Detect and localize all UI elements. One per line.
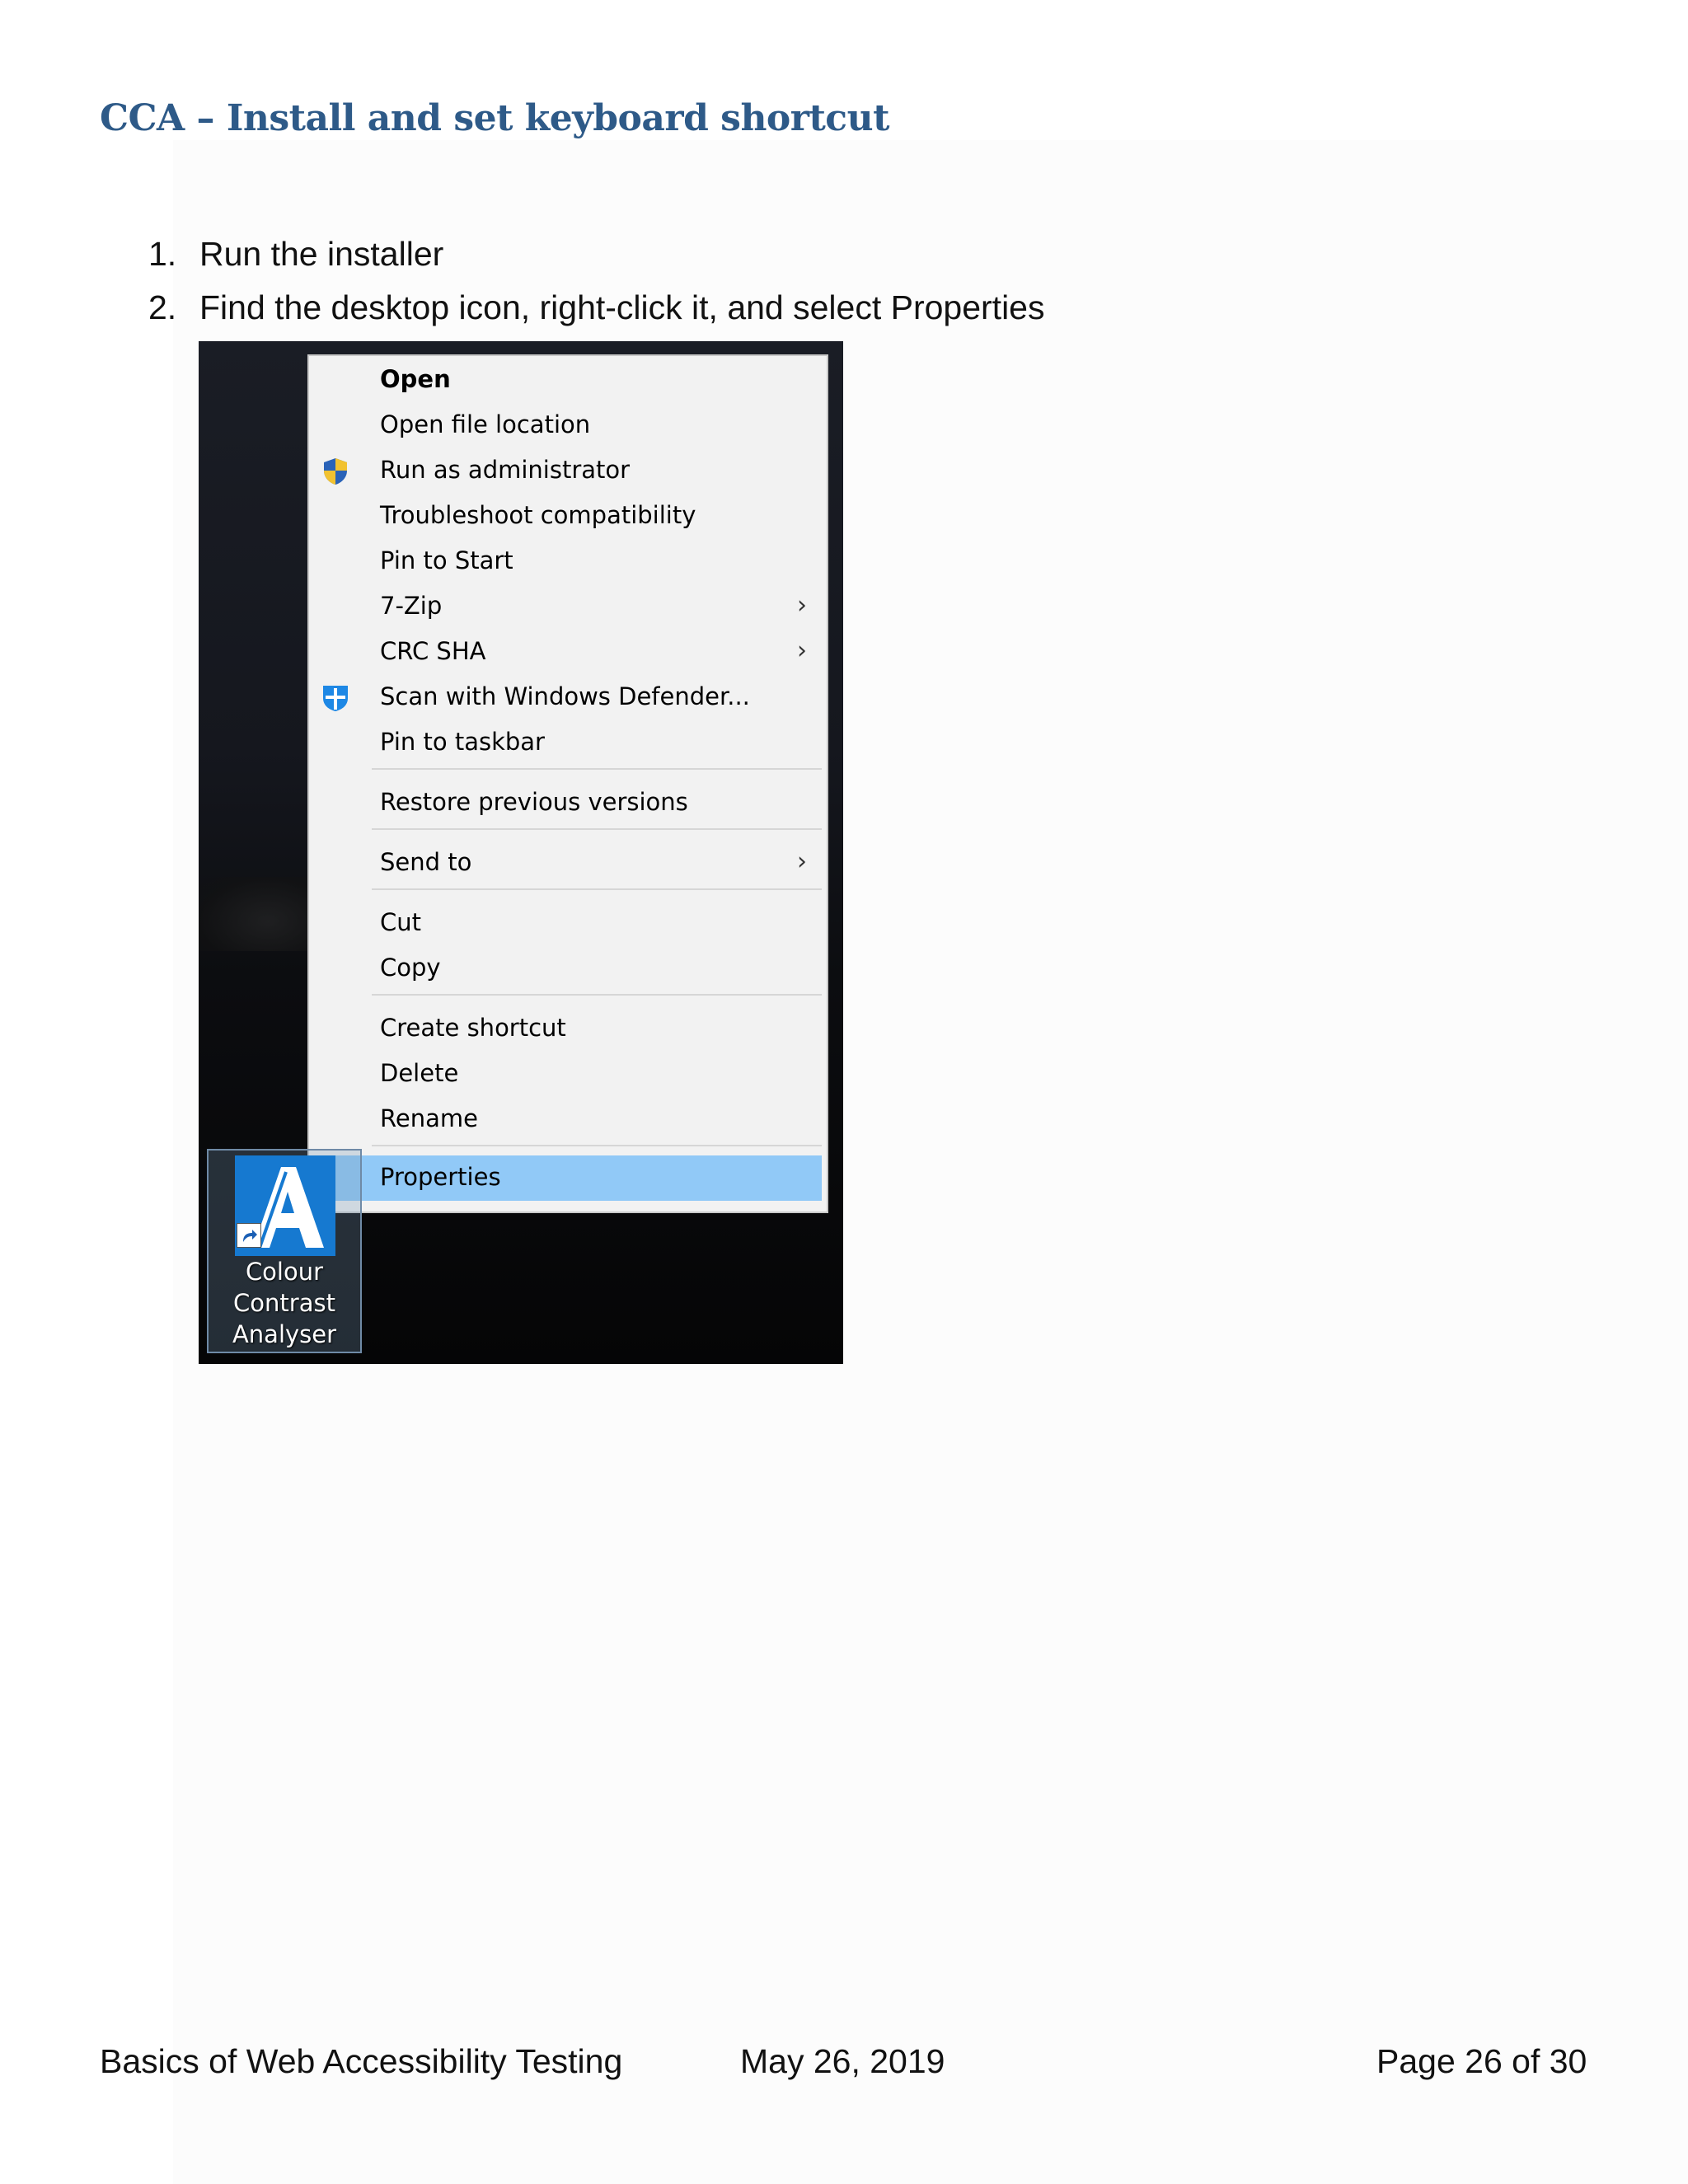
menu-item-crc-sha[interactable]: CRC SHA › bbox=[380, 636, 807, 665]
chevron-right-icon: › bbox=[797, 847, 807, 876]
step-text: Find the desktop icon, right-click it, and select Properties bbox=[199, 288, 1045, 326]
menu-item-open-file-location[interactable]: Open file location bbox=[380, 410, 591, 438]
shortcut-arrow-icon bbox=[237, 1223, 261, 1248]
desktop-wallpaper bbox=[199, 877, 314, 951]
step-text: Run the installer bbox=[199, 235, 444, 273]
footer-date: May 26, 2019 bbox=[740, 2042, 945, 2080]
chevron-right-icon: › bbox=[797, 636, 807, 665]
menu-item-7zip[interactable]: 7-Zip › bbox=[380, 591, 807, 620]
menu-separator bbox=[372, 888, 822, 890]
menu-separator bbox=[372, 828, 822, 830]
menu-item-troubleshoot[interactable]: Troubleshoot compatibility bbox=[380, 501, 696, 529]
desktop-shortcut-cca[interactable] bbox=[207, 1149, 362, 1353]
menu-item-cut[interactable]: Cut bbox=[380, 908, 421, 936]
menu-item-pin-to-start[interactable]: Pin to Start bbox=[380, 546, 513, 574]
footer-title: Basics of Web Accessibility Testing bbox=[100, 2042, 623, 2080]
menu-item-delete[interactable]: Delete bbox=[380, 1059, 459, 1087]
menu-item-rename[interactable]: Rename bbox=[380, 1104, 478, 1132]
menu-item-restore-previous-versions[interactable]: Restore previous versions bbox=[380, 788, 688, 816]
desktop-icon-label: Colour Contrast Analyser bbox=[232, 1258, 337, 1348]
context-menu bbox=[307, 354, 828, 1213]
menu-separator bbox=[372, 768, 822, 770]
chevron-right-icon: › bbox=[797, 591, 807, 620]
step-number: 1. bbox=[148, 235, 177, 273]
menu-item-create-shortcut[interactable]: Create shortcut bbox=[380, 1014, 566, 1042]
context-menu-screenshot bbox=[199, 341, 843, 1364]
menu-item-scan-defender[interactable]: Scan with Windows Defender... bbox=[309, 675, 827, 720]
menu-separator bbox=[372, 994, 822, 996]
menu-item-copy[interactable]: Copy bbox=[380, 954, 441, 982]
footer-page-number: Page 26 of 30 bbox=[1376, 2042, 1587, 2080]
uac-shield-icon bbox=[321, 457, 350, 486]
defender-shield-icon bbox=[321, 683, 350, 713]
menu-separator bbox=[372, 1145, 822, 1146]
step-number: 2. bbox=[148, 288, 177, 326]
menu-item-send-to[interactable]: Send to › bbox=[380, 847, 807, 876]
menu-item-run-as-administrator[interactable]: Run as administrator bbox=[309, 448, 827, 494]
menu-item-open[interactable]: Open bbox=[380, 365, 451, 393]
section-heading: CCA – Install and set keyboard shortcut bbox=[100, 97, 889, 139]
menu-item-pin-to-taskbar[interactable]: Pin to taskbar bbox=[380, 728, 545, 756]
menu-item-properties[interactable]: Properties bbox=[314, 1155, 822, 1201]
